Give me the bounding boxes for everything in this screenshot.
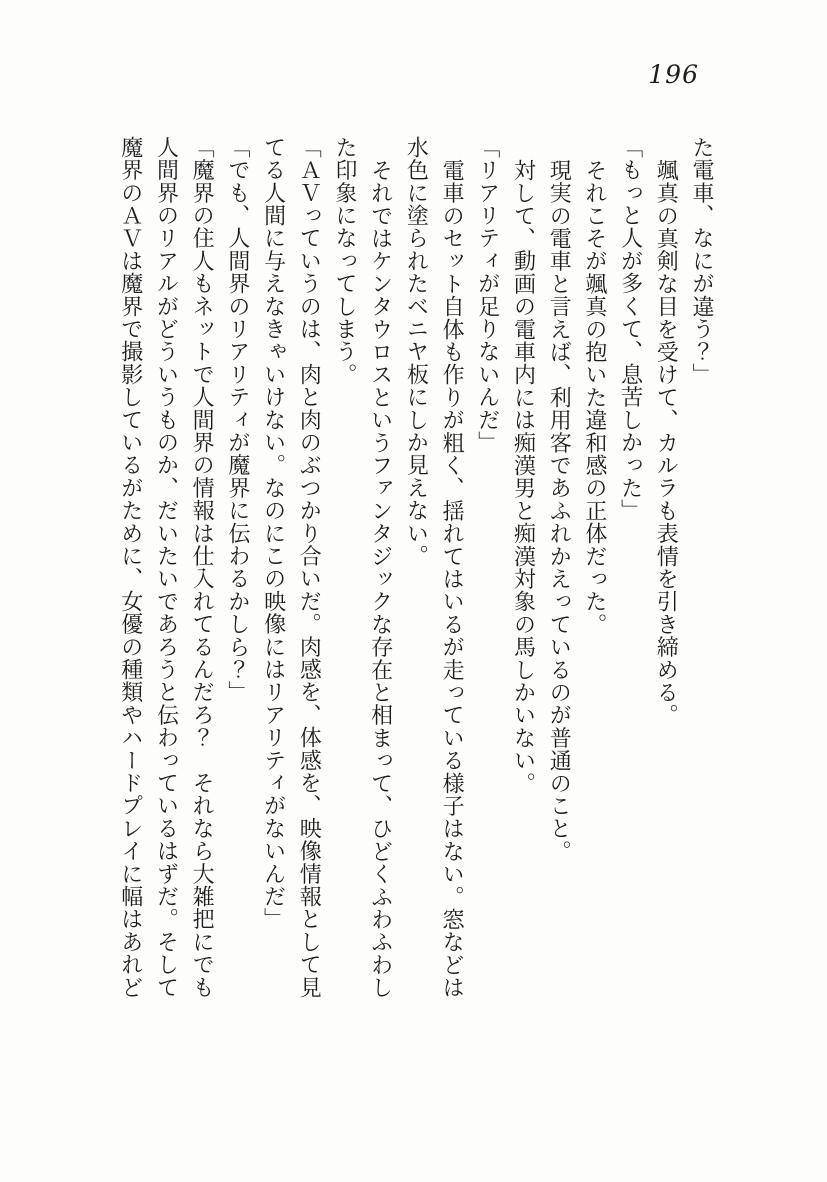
- paragraph: それこそが颯真の抱いた違和感の正体だった。: [581, 158, 607, 636]
- paragraph-dialogue: 「でも、人間界のリアリティが魔界に伝わるかしら？」: [224, 136, 250, 704]
- paragraph-dialogue: 「ＡＶっていうのは、肉と肉のぶつかり合いだ。肉感を、体感を、映像情報として見てる人間に与えなきゃいけない。なのにこの映像にはリアリティがないんだ」: [260, 136, 322, 999]
- page-number: 196: [648, 60, 699, 89]
- paragraph-dialogue: 「リアリティが足りないんだ」: [474, 136, 500, 454]
- paragraph-dialogue: 「もっと人が多くて、息苦しかった」: [617, 136, 643, 522]
- text-block: [109, 136, 719, 1000]
- paragraph-dialogue: 「魔界の住人もネットで人間界の情報は仕入れてるんだろ？ それなら大雑把にでも人間界のリアルがどういうものか、だいたいであろうと伝わっているはずだ。そして魔界のＡＶは魔界で撮影しているがために、女優の種類やハードプレイに幅はあれど: [117, 136, 215, 999]
- paragraph: 颯真の真剣な目を受けて、カルラも表情を引き締める。: [653, 158, 679, 727]
- paragraph: 対して、動画の電車内には痴漢男と痴漢対象の馬しかいない。: [510, 158, 536, 795]
- paragraph: それではケンタウロスというファンタジックな存在と相まって、ひどくふわふわした印象になってしまう。: [331, 136, 393, 999]
- paragraph: た電車、なにが違う？」: [689, 136, 714, 386]
- paragraph: 電車のセット自体も作りが粗く、揺れてはいるが走っている様子はない。窓などは水色に塗られたベニヤ板にしか見えない。: [403, 136, 465, 999]
- paragraph: 現実の電車と言えば、利用客であふれかえっているのが普通のこと。: [546, 158, 572, 863]
